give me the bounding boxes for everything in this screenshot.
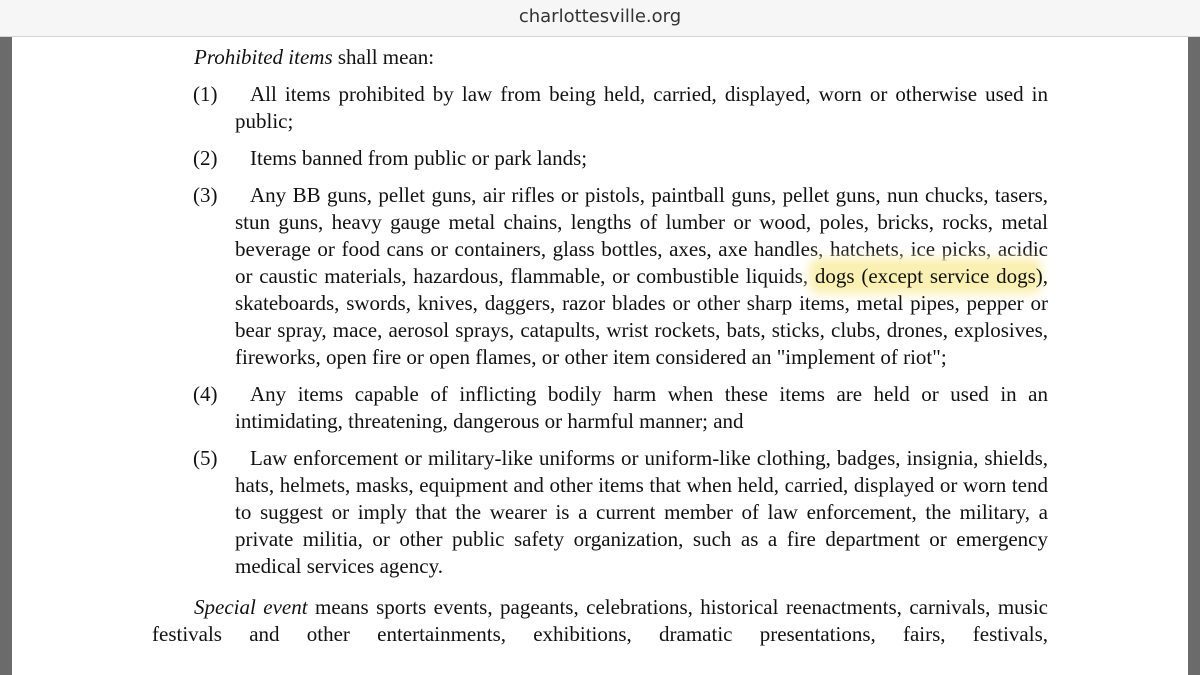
list-item-2	[152, 145, 1048, 172]
item-text: Law enforcement or military-like uniforms or uniform-like clothing, badges, insignia, shields, hats, helmets, masks, equipment and other items that when held, carried, displayed or worn tend to suggest or imply that the wearer is a current member of law enforcement, the military, a private militia, or other public safety organization, such as a fire department or emergency medical services agency.	[235, 446, 1048, 578]
highlighted-text: dogs (except service dogs	[814, 264, 1036, 288]
item-number: (3)	[193, 183, 218, 207]
item-text: Items banned from public or park lands;	[250, 146, 588, 170]
prohibited-items-term: Prohibited items	[194, 45, 333, 69]
special-event-text: means sports events, pageants, celebrations, historical reenactments, carnivals, music festivals and other entertainments, exhibitions, dramatic presentations, fairs, festivals,	[152, 595, 1048, 646]
document-text	[152, 44, 1048, 648]
list-item-5	[152, 445, 1048, 580]
item-text-after-highlight: ), skateboards, swords, knives, daggers, razor blades or other sharp items, metal pipes, pepper or bear spray, mace, aerosol sprays, catapults, wrist rockets, bats, sticks, clubs, drones, explosives, fireworks, open fire or open flames, or other item considered an "implement of riot";	[235, 264, 1048, 369]
right-page-gutter	[1188, 37, 1200, 675]
item-number: (1)	[193, 82, 218, 106]
item-text: Any items capable of inflicting bodily harm when these items are held or used in an intimidating, threatening, dangerous or harmful manner; and	[235, 382, 1048, 433]
site-domain[interactable]: charlottesville.org	[518, 6, 682, 27]
special-event-term: Special event	[194, 595, 308, 619]
item-text: All items prohibited by law from being held, carried, displayed, worn or otherwise used in public;	[235, 82, 1048, 133]
special-event-definition	[152, 594, 1048, 648]
item-number: (2)	[193, 146, 218, 170]
prohibited-items-intro: shall mean:	[332, 45, 435, 69]
prohibited-items-definition	[194, 44, 1048, 71]
browser-address-bar[interactable]	[0, 0, 1200, 37]
item-text-before-highlight: Any BB guns, pellet guns, air rifles or pistols, paintball guns, pellet guns, nun chucks, tasers, stun guns, heavy gauge metal chains, lengths of lumber or wood, poles, bricks, rocks, metal beverage or food cans or containers, glass bottles, axes, axe handles, hatchets, ice picks, acidic or caustic materials, hazardous, flammable, or combustible liquids,	[235, 183, 1048, 288]
list-item-3	[152, 182, 1048, 371]
item-text	[235, 182, 1048, 371]
item-number: (4)	[193, 382, 218, 406]
list-item-1	[152, 81, 1048, 135]
item-number: (5)	[193, 446, 218, 470]
list-item-4	[152, 381, 1048, 435]
left-page-gutter	[0, 37, 12, 675]
